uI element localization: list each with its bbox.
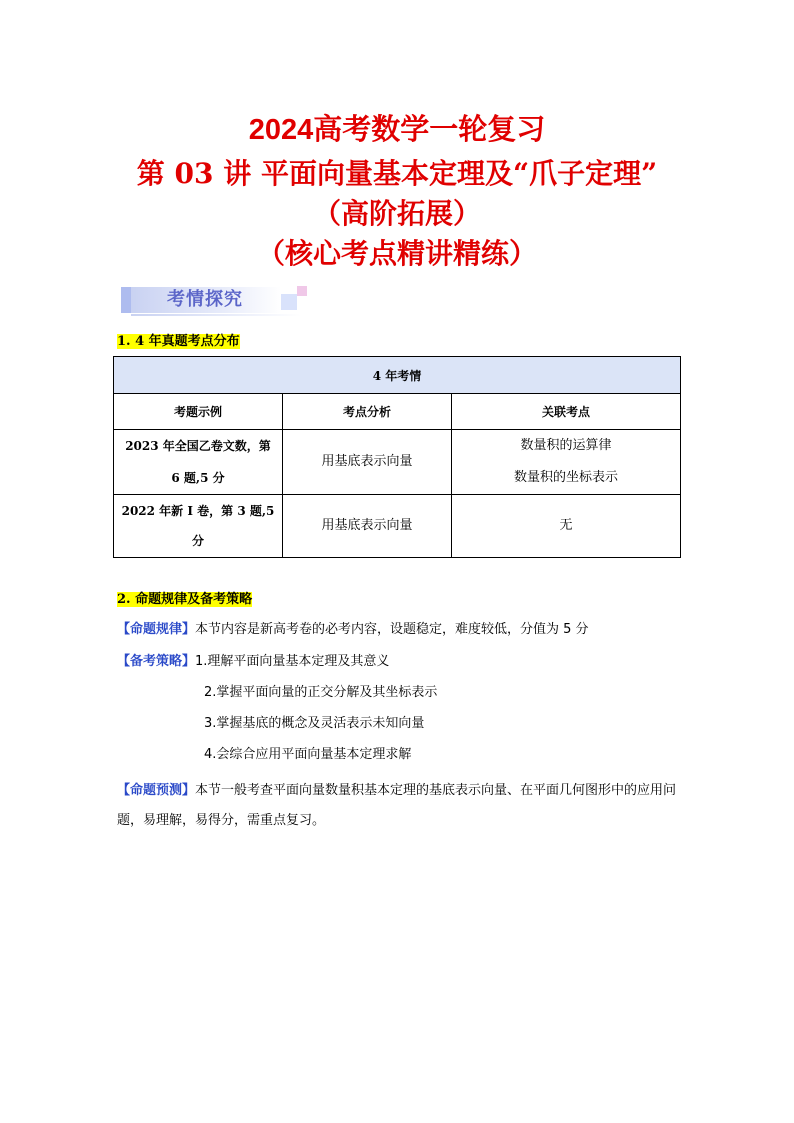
column-header: 考题示例	[114, 394, 283, 430]
analysis-cell: 用基底表示向量	[283, 430, 452, 495]
rule-label: 【命题规律】	[117, 622, 196, 637]
section-banner	[121, 284, 307, 318]
example-line: 2022 年新 I 卷，第 3 题,5	[121, 504, 275, 518]
main-title: 2024高考数学一轮复习	[248, 114, 546, 146]
rule-text: 本节内容是新高考卷的必考内容，设题稳定，难度较低，分值为 5 分	[195, 622, 589, 637]
related-cell	[452, 430, 681, 495]
example-cell	[114, 430, 283, 495]
strategy-item: 4.会综合应用平面向量基本定理求解	[204, 747, 412, 762]
table-header-row	[114, 357, 681, 394]
section-heading-2-text: 2. 命题规律及备考策略	[117, 592, 253, 607]
exam-distribution-table	[113, 356, 681, 558]
lecture-title: 第 03 讲 平面向量基本定理及“爪子定理”	[136, 157, 658, 190]
banner-decor-square	[281, 294, 297, 310]
column-header: 关联考点	[452, 394, 681, 430]
prediction-paragraph	[117, 776, 682, 836]
table-column-row	[114, 394, 681, 430]
example-cell	[114, 495, 283, 558]
banner-underline	[131, 314, 301, 316]
strategy-item: 2.掌握平面向量的正交分解及其坐标表示	[204, 685, 438, 700]
prediction-label: 【命题预测】	[117, 783, 196, 798]
related-line: 数量积的坐标表示	[513, 470, 618, 485]
table-row	[114, 495, 681, 558]
column-header: 考点分析	[283, 394, 452, 430]
strategy-label: 【备考策略】	[117, 654, 196, 669]
strategy-item: 3.掌握基底的概念及灵活表示未知向量	[204, 716, 425, 731]
title-block	[0, 110, 794, 273]
example-line: 分	[191, 534, 204, 548]
example-line: 6 题,5 分	[171, 471, 225, 485]
prediction-text: 本节一般考查平面向量数量积基本定理的基底表示向量、在平面几何图形中的应用问题，易理解，易得分，需重点复习。	[117, 783, 677, 828]
section-heading-1-text: 1. 4 年真题考点分布	[117, 334, 240, 349]
related-cell: 无	[452, 495, 681, 558]
table-header: 4 年考情	[114, 357, 681, 394]
advanced-subtitle: （高阶拓展）	[312, 197, 481, 230]
banner-label: 考情探究	[167, 289, 243, 310]
banner-decor-square	[297, 286, 307, 296]
example-line: 2023 年全国乙卷文数，第	[125, 439, 271, 453]
related-line: 数量积的运算律	[520, 438, 612, 453]
table-row	[114, 430, 681, 495]
rule-paragraph	[117, 620, 589, 640]
strategy-item: 1.理解平面向量基本定理及其意义	[195, 654, 390, 669]
core-subtitle: （核心考点精讲精练）	[256, 237, 537, 270]
section-heading-2	[117, 591, 252, 609]
banner-decor-square	[121, 287, 131, 313]
strategy-paragraph	[117, 652, 389, 672]
analysis-cell: 用基底表示向量	[283, 495, 452, 558]
section-heading-1	[117, 333, 240, 351]
